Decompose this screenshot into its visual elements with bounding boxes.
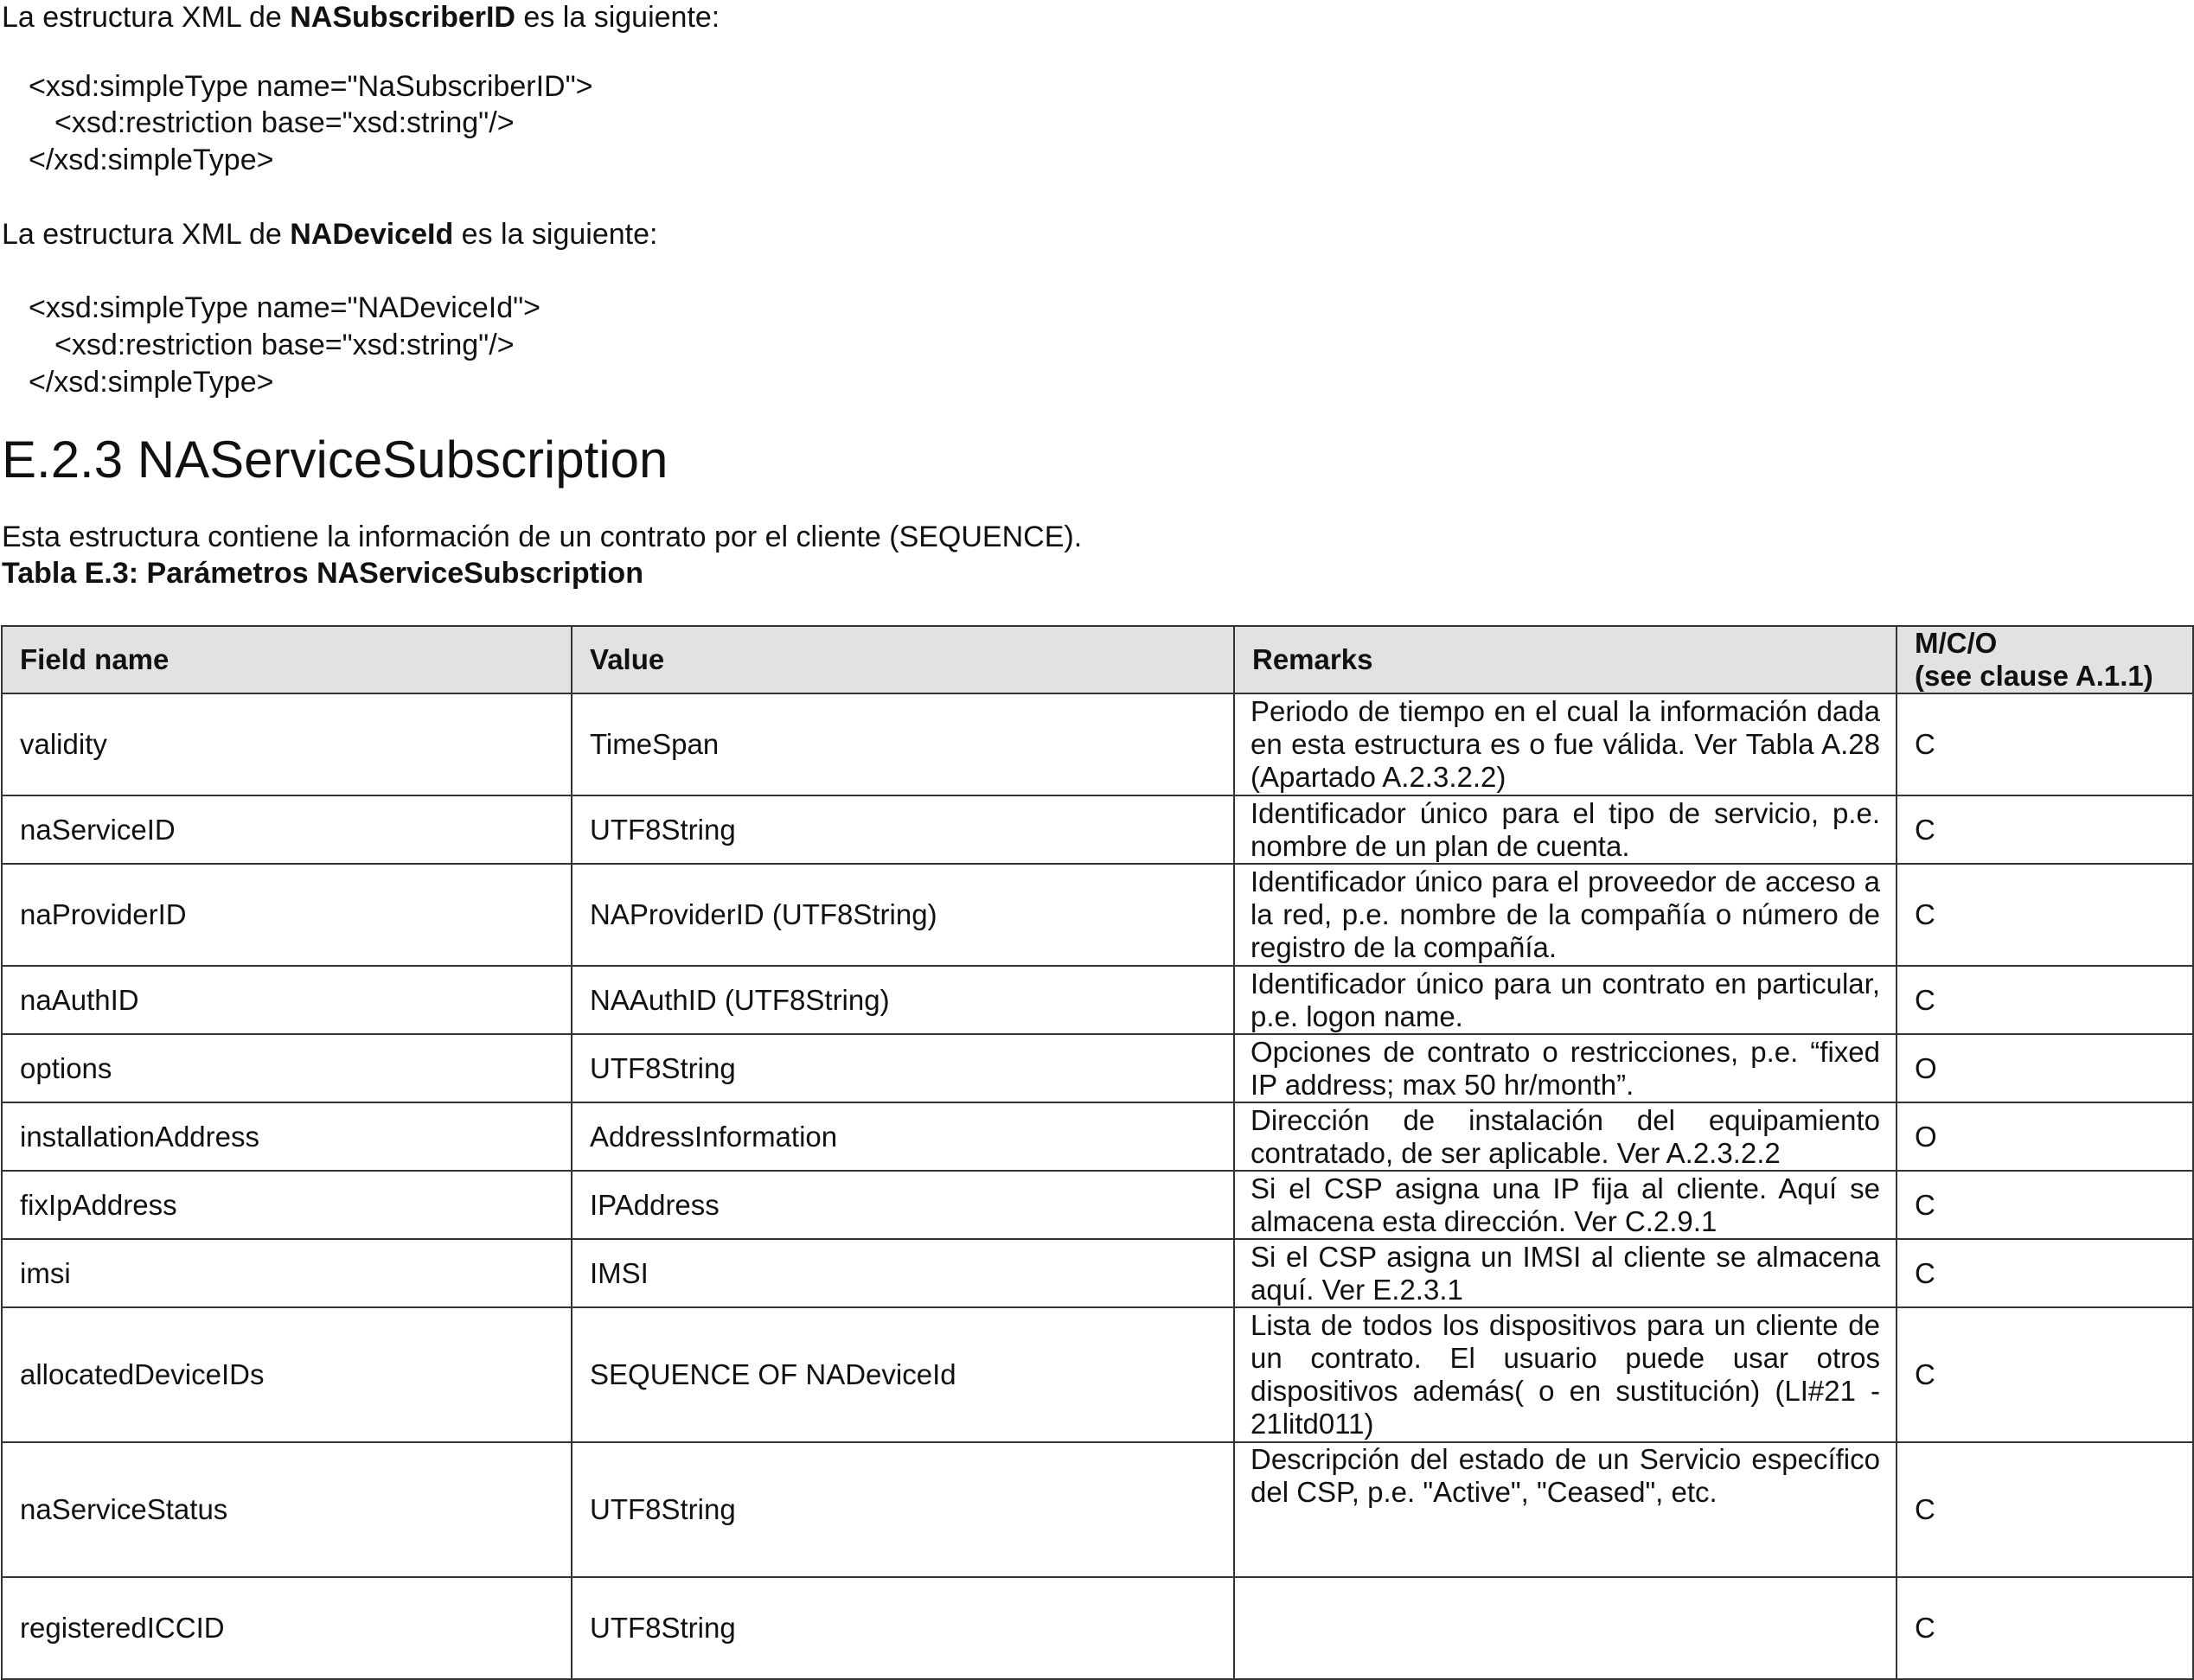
- header-field-name: Field name: [2, 626, 572, 693]
- cell-field: registeredICCID: [2, 1577, 572, 1679]
- cell-field: installationAddress: [2, 1102, 572, 1171]
- cell-remarks: Si el CSP asigna una IP fija al cliente. Aquí se almacena esta dirección. Ver C.2.9.1: [1234, 1171, 1897, 1239]
- cell-remarks: Dirección de instalación del equipamiento contratado, de ser aplicable. Ver A.2.3.2.2: [1234, 1102, 1897, 1171]
- cell-value: UTF8String: [572, 1442, 1234, 1577]
- code-subscriber-line-1: <xsd:simpleType name="NaSubscriberID">: [29, 70, 593, 103]
- cell-value: NAProviderID (UTF8String): [572, 864, 1234, 966]
- cell-mco: C: [1897, 1307, 2193, 1442]
- cell-value: AddressInformation: [572, 1102, 1234, 1171]
- table-row: [2, 1171, 2193, 1239]
- table-row: [2, 1102, 2193, 1171]
- intro-subscriber-type-name: NASubscriberID: [290, 1, 515, 34]
- cell-value: IMSI: [572, 1239, 1234, 1307]
- code-subscriber-line-3: </xsd:simpleType>: [29, 144, 274, 176]
- cell-value: UTF8String: [572, 1577, 1234, 1679]
- cell-mco: C: [1897, 693, 2193, 795]
- cell-mco: C: [1897, 1442, 2193, 1577]
- table-header-row: [2, 626, 2193, 693]
- header-value: Value: [572, 626, 1234, 693]
- header-mco-line-1: M/C/O: [1915, 627, 1998, 659]
- cell-remarks: Opciones de contrato o restricciones, p.e. “fixed IP address; max 50 hr/month”.: [1234, 1034, 1897, 1102]
- code-device-line-2: <xsd:restriction base="xsd:string"/>: [54, 329, 515, 361]
- cell-mco: C: [1897, 966, 2193, 1034]
- cell-value: IPAddress: [572, 1171, 1234, 1239]
- cell-field: allocatedDeviceIDs: [2, 1307, 572, 1442]
- cell-mco: O: [1897, 1102, 2193, 1171]
- cell-remarks: Descripción del estado de un Servicio específico del CSP, p.e. "Active", "Ceased", etc.: [1234, 1442, 1897, 1577]
- header-mco: [1897, 626, 2193, 693]
- intro-subscriber-prefix: La estructura XML de: [2, 1, 291, 34]
- cell-field: naServiceID: [2, 795, 572, 864]
- table-row: [2, 1307, 2193, 1442]
- table-row: [2, 864, 2193, 966]
- intro-subscriber-suffix: es la siguiente:: [515, 1, 720, 34]
- cell-mco: C: [1897, 864, 2193, 966]
- cell-field: naProviderID: [2, 864, 572, 966]
- table-row: [2, 1239, 2193, 1307]
- table-row: [2, 966, 2193, 1034]
- header-remarks: Remarks: [1234, 626, 1897, 693]
- intro-device-suffix: es la siguiente:: [453, 218, 658, 251]
- header-mco-line-2: (see clause A.1.1): [1915, 660, 2153, 692]
- code-subscriber-line-2: <xsd:restriction base="xsd:string"/>: [54, 106, 515, 139]
- code-device-line-3: </xsd:simpleType>: [29, 366, 274, 399]
- intro-device-type-name: NADeviceId: [290, 218, 454, 251]
- intro-device-paragraph: [2, 217, 657, 252]
- table-row: [2, 1034, 2193, 1102]
- intro-subscriber-paragraph: [2, 0, 720, 35]
- cell-mco: C: [1897, 795, 2193, 864]
- table-row: [2, 693, 2193, 795]
- cell-field: naAuthID: [2, 966, 572, 1034]
- cell-remarks: [1234, 1577, 1897, 1679]
- cell-field: naServiceStatus: [2, 1442, 572, 1577]
- table-row: [2, 795, 2193, 864]
- cell-value: UTF8String: [572, 1034, 1234, 1102]
- cell-value: UTF8String: [572, 795, 1234, 864]
- cell-value: SEQUENCE OF NADeviceId: [572, 1307, 1234, 1442]
- cell-remarks: Identificador único para el proveedor de acceso a la red, p.e. nombre de la compañía o número de registro de la compañía.: [1234, 864, 1897, 966]
- intro-device-prefix: La estructura XML de: [2, 218, 291, 251]
- cell-remarks: Lista de todos los dispositivos para un cliente de un contrato. El usuario puede usar otros dispositivos además( o en sustitución) (LI#21 - 21litd011): [1234, 1307, 1897, 1442]
- cell-remarks: Identificador único para un contrato en particular, p.e. logon name.: [1234, 966, 1897, 1034]
- parameters-table: [1, 625, 2194, 1680]
- cell-mco: C: [1897, 1171, 2193, 1239]
- table-caption: Tabla E.3: Parámetros NAServiceSubscription: [2, 557, 643, 590]
- table-row: [2, 1577, 2193, 1679]
- code-device-line-1: <xsd:simpleType name="NADeviceId">: [29, 291, 541, 324]
- cell-field: options: [2, 1034, 572, 1102]
- cell-value: TimeSpan: [572, 693, 1234, 795]
- table-row: [2, 1442, 2193, 1577]
- cell-mco: C: [1897, 1577, 2193, 1679]
- cell-mco: C: [1897, 1239, 2193, 1307]
- cell-remarks: Periodo de tiempo en el cual la información dada en esta estructura es o fue válida. Ver Tabla A.28 (Apartado A.2.3.2.2): [1234, 693, 1897, 795]
- cell-field: validity: [2, 693, 572, 795]
- cell-field: fixIpAddress: [2, 1171, 572, 1239]
- cell-field: imsi: [2, 1239, 572, 1307]
- cell-value: NAAuthID (UTF8String): [572, 966, 1234, 1034]
- cell-remarks: Identificador único para el tipo de servicio, p.e. nombre de un plan de cuenta.: [1234, 795, 1897, 864]
- cell-remarks: Si el CSP asigna un IMSI al cliente se almacena aquí. Ver E.2.3.1: [1234, 1239, 1897, 1307]
- section-description: Esta estructura contiene la información de un contrato por el cliente (SEQUENCE).: [2, 521, 1083, 553]
- section-heading: E.2.3 NAServiceSubscription: [2, 431, 668, 489]
- cell-mco: O: [1897, 1034, 2193, 1102]
